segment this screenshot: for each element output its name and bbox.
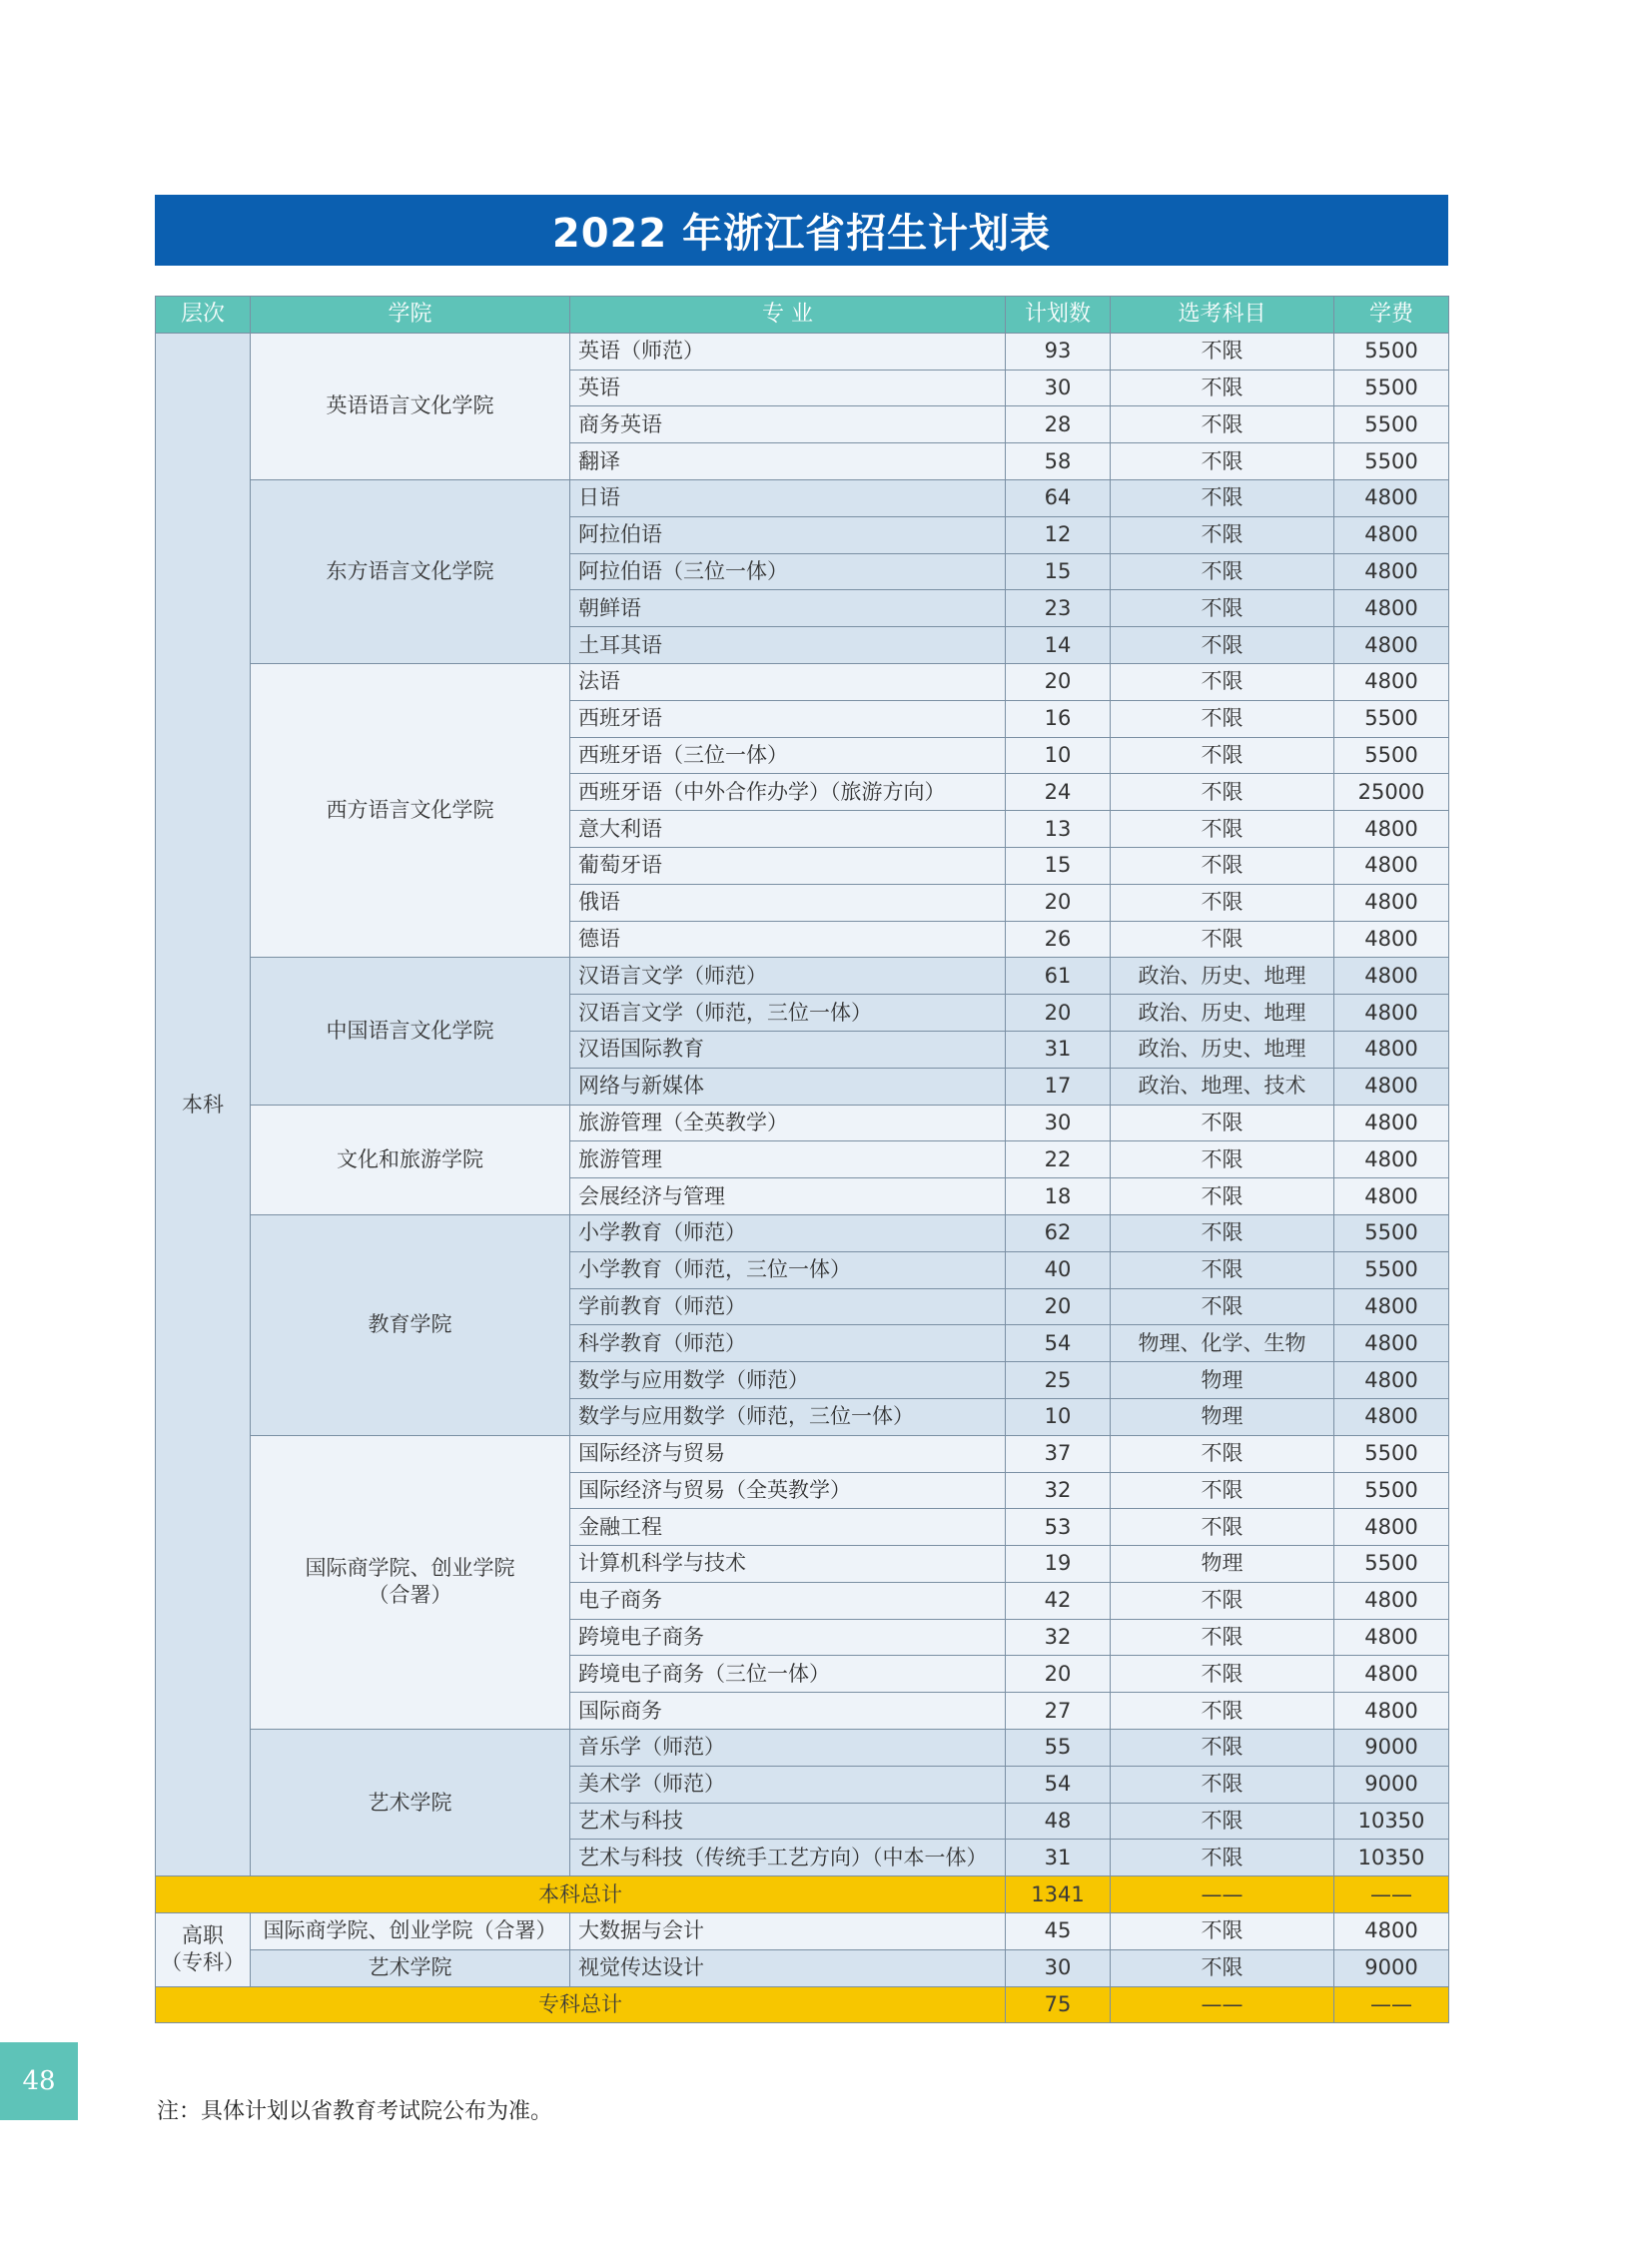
fee-cell: 5500 (1334, 370, 1449, 406)
table-row (156, 663, 1449, 700)
subjects-cell: 不限 (1111, 333, 1334, 370)
major-cell: 俄语 (570, 884, 1006, 921)
major-cell: 大数据与会计 (570, 1913, 1006, 1950)
subjects-cell: 物理 (1111, 1546, 1334, 1583)
subjects-cell: 不限 (1111, 1840, 1334, 1876)
total-subjects: —— (1111, 1986, 1334, 2023)
subjects-cell: 政治、地理、技术 (1111, 1068, 1334, 1105)
major-cell: 会展经济与管理 (570, 1178, 1006, 1215)
major-cell: 跨境电子商务 (570, 1619, 1006, 1656)
college-cell: 艺术学院 (251, 1949, 570, 1986)
total-label: 专科总计 (156, 1986, 1006, 2023)
major-cell: 英语 (570, 370, 1006, 406)
table-header (156, 297, 1449, 334)
table-row (156, 1435, 1449, 1472)
header-plan: 计划数 (1006, 297, 1111, 334)
fee-cell: 5500 (1334, 1214, 1449, 1251)
fee-cell: 5500 (1334, 1472, 1449, 1509)
fee-cell: 4800 (1334, 1288, 1449, 1325)
table-row (156, 1949, 1449, 1986)
major-cell: 汉语国际教育 (570, 1031, 1006, 1068)
vocational-total-row (156, 1986, 1449, 2023)
fee-cell: 4800 (1334, 847, 1449, 884)
fee-cell: 5500 (1334, 333, 1449, 370)
subjects-cell: 不限 (1111, 1913, 1334, 1950)
subjects-cell: 政治、历史、地理 (1111, 1031, 1334, 1068)
plan-count-cell: 20 (1006, 1656, 1111, 1693)
plan-count-cell: 32 (1006, 1472, 1111, 1509)
plan-count-cell: 20 (1006, 995, 1111, 1032)
plan-count-cell: 14 (1006, 627, 1111, 664)
subjects-cell: 不限 (1111, 1803, 1334, 1840)
fee-cell: 4800 (1334, 627, 1449, 664)
table-row (156, 1913, 1449, 1950)
subjects-cell: 不限 (1111, 1730, 1334, 1767)
plan-count-cell: 24 (1006, 774, 1111, 811)
plan-count-cell: 54 (1006, 1766, 1111, 1803)
table-row (156, 958, 1449, 995)
major-cell: 朝鲜语 (570, 590, 1006, 627)
plan-count-cell: 55 (1006, 1730, 1111, 1767)
plan-count-cell: 20 (1006, 663, 1111, 700)
fee-cell: 4800 (1334, 1141, 1449, 1178)
major-cell: 小学教育（师范，三位一体） (570, 1251, 1006, 1288)
plan-count-cell: 27 (1006, 1693, 1111, 1730)
major-cell: 西班牙语（三位一体） (570, 737, 1006, 774)
major-cell: 法语 (570, 663, 1006, 700)
header-subjects: 选考科目 (1111, 297, 1334, 334)
plan-count-cell: 31 (1006, 1840, 1111, 1876)
college-cell: 西方语言文化学院 (251, 663, 570, 957)
major-cell: 西班牙语（中外合作办学）（旅游方向） (570, 774, 1006, 811)
header-fee: 学费 (1334, 297, 1449, 334)
fee-cell: 4800 (1334, 1619, 1449, 1656)
total-fee: —— (1334, 1986, 1449, 2023)
plan-count-cell: 15 (1006, 553, 1111, 590)
plan-count-cell: 26 (1006, 921, 1111, 958)
subjects-cell: 不限 (1111, 627, 1334, 664)
subjects-cell: 不限 (1111, 1949, 1334, 1986)
fee-cell: 4800 (1334, 884, 1449, 921)
enrollment-plan-table (155, 296, 1449, 2023)
college-cell: 文化和旅游学院 (251, 1105, 570, 1214)
subjects-cell: 不限 (1111, 1141, 1334, 1178)
fee-cell: 4800 (1334, 1913, 1449, 1950)
level-cell: 本科 (156, 333, 251, 1875)
subjects-cell: 不限 (1111, 406, 1334, 443)
subjects-cell: 不限 (1111, 479, 1334, 516)
college-cell: 国际商学院、创业学院（合署） (251, 1913, 570, 1950)
fee-cell: 4800 (1334, 1656, 1449, 1693)
fee-cell: 5500 (1334, 737, 1449, 774)
subjects-cell: 不限 (1111, 1251, 1334, 1288)
major-cell: 阿拉伯语（三位一体） (570, 553, 1006, 590)
fee-cell: 4800 (1334, 1105, 1449, 1141)
major-cell: 艺术与科技（传统手工艺方向）（中本一体） (570, 1840, 1006, 1876)
major-cell: 国际经济与贸易（全英教学） (570, 1472, 1006, 1509)
fee-cell: 9000 (1334, 1766, 1449, 1803)
college-cell: 东方语言文化学院 (251, 479, 570, 663)
fee-cell: 4800 (1334, 1362, 1449, 1399)
major-cell: 艺术与科技 (570, 1803, 1006, 1840)
major-cell: 国际商务 (570, 1693, 1006, 1730)
plan-count-cell: 37 (1006, 1435, 1111, 1472)
fee-cell: 5500 (1334, 1546, 1449, 1583)
fee-cell: 4800 (1334, 479, 1449, 516)
footnote: 注：具体计划以省教育考试院公布为准。 (157, 2099, 553, 2124)
plan-count-cell: 31 (1006, 1031, 1111, 1068)
table-row (156, 479, 1449, 516)
fee-cell: 5500 (1334, 443, 1449, 480)
major-cell: 美术学（师范） (570, 1766, 1006, 1803)
subjects-cell: 不限 (1111, 663, 1334, 700)
college-cell: 教育学院 (251, 1214, 570, 1435)
major-cell: 阿拉伯语 (570, 516, 1006, 553)
plan-count-cell: 10 (1006, 737, 1111, 774)
major-cell: 科学教育（师范） (570, 1325, 1006, 1362)
major-cell: 意大利语 (570, 811, 1006, 848)
fee-cell: 4800 (1334, 1178, 1449, 1215)
plan-count-cell: 16 (1006, 700, 1111, 737)
plan-count-cell: 17 (1006, 1068, 1111, 1105)
plan-count-cell: 30 (1006, 1949, 1111, 1986)
plan-count-cell: 54 (1006, 1325, 1111, 1362)
fee-cell: 5500 (1334, 406, 1449, 443)
header-college: 学院 (251, 297, 570, 334)
plan-count-cell: 12 (1006, 516, 1111, 553)
plan-count-cell: 45 (1006, 1913, 1111, 1950)
subjects-cell: 不限 (1111, 774, 1334, 811)
plan-count-cell: 30 (1006, 370, 1111, 406)
college-cell: 国际商学院、创业学院 （合署） (251, 1435, 570, 1729)
fee-cell: 4800 (1334, 995, 1449, 1032)
major-cell: 国际经济与贸易 (570, 1435, 1006, 1472)
subjects-cell: 不限 (1111, 1656, 1334, 1693)
college-cell: 艺术学院 (251, 1730, 570, 1876)
undergrad-total-row (156, 1876, 1449, 1913)
fee-cell: 4800 (1334, 921, 1449, 958)
total-subjects: —— (1111, 1876, 1334, 1913)
college-cell: 英语语言文化学院 (251, 333, 570, 479)
plan-count-cell: 64 (1006, 479, 1111, 516)
major-cell: 旅游管理（全英教学） (570, 1105, 1006, 1141)
plan-count-cell: 10 (1006, 1398, 1111, 1435)
major-cell: 数学与应用数学（师范，三位一体） (570, 1398, 1006, 1435)
major-cell: 电子商务 (570, 1582, 1006, 1619)
subjects-cell: 不限 (1111, 1619, 1334, 1656)
subjects-cell: 不限 (1111, 921, 1334, 958)
major-cell: 翻译 (570, 443, 1006, 480)
plan-count-cell: 42 (1006, 1582, 1111, 1619)
major-cell: 汉语言文学（师范，三位一体） (570, 995, 1006, 1032)
subjects-cell: 物理 (1111, 1362, 1334, 1399)
subjects-cell: 不限 (1111, 1509, 1334, 1546)
fee-cell: 4800 (1334, 516, 1449, 553)
plan-count-cell: 40 (1006, 1251, 1111, 1288)
subjects-cell: 政治、历史、地理 (1111, 958, 1334, 995)
fee-cell: 4800 (1334, 553, 1449, 590)
subjects-cell: 不限 (1111, 1435, 1334, 1472)
total-plan: 75 (1006, 1986, 1111, 2023)
total-plan: 1341 (1006, 1876, 1111, 1913)
major-cell: 西班牙语 (570, 700, 1006, 737)
table-body (156, 333, 1449, 2023)
plan-count-cell: 61 (1006, 958, 1111, 995)
fee-cell: 4800 (1334, 590, 1449, 627)
subjects-cell: 不限 (1111, 370, 1334, 406)
subjects-cell: 不限 (1111, 811, 1334, 848)
fee-cell: 4800 (1334, 1398, 1449, 1435)
fee-cell: 4800 (1334, 811, 1449, 848)
fee-cell: 4800 (1334, 663, 1449, 700)
fee-cell: 5500 (1334, 1251, 1449, 1288)
subjects-cell: 不限 (1111, 1214, 1334, 1251)
plan-count-cell: 19 (1006, 1546, 1111, 1583)
major-cell: 计算机科学与技术 (570, 1546, 1006, 1583)
subjects-cell: 不限 (1111, 516, 1334, 553)
major-cell: 英语（师范） (570, 333, 1006, 370)
plan-count-cell: 13 (1006, 811, 1111, 848)
fee-cell: 5500 (1334, 700, 1449, 737)
plan-count-cell: 25 (1006, 1362, 1111, 1399)
fee-cell: 10350 (1334, 1803, 1449, 1840)
subjects-cell: 不限 (1111, 553, 1334, 590)
fee-cell: 4800 (1334, 958, 1449, 995)
fee-cell: 10350 (1334, 1840, 1449, 1876)
subjects-cell: 不限 (1111, 884, 1334, 921)
subjects-cell: 不限 (1111, 1693, 1334, 1730)
plan-count-cell: 62 (1006, 1214, 1111, 1251)
subjects-cell: 不限 (1111, 1766, 1334, 1803)
fee-cell: 4800 (1334, 1693, 1449, 1730)
header-level: 层次 (156, 297, 251, 334)
college-cell: 中国语言文化学院 (251, 958, 570, 1105)
plan-count-cell: 20 (1006, 884, 1111, 921)
plan-count-cell: 23 (1006, 590, 1111, 627)
plan-count-cell: 48 (1006, 1803, 1111, 1840)
major-cell: 网络与新媒体 (570, 1068, 1006, 1105)
total-fee: —— (1334, 1876, 1449, 1913)
plan-count-cell: 28 (1006, 406, 1111, 443)
major-cell: 学前教育（师范） (570, 1288, 1006, 1325)
fee-cell: 4800 (1334, 1068, 1449, 1105)
page-title: 2022 年浙江省招生计划表 (155, 195, 1448, 266)
subjects-cell: 不限 (1111, 1472, 1334, 1509)
major-cell: 旅游管理 (570, 1141, 1006, 1178)
major-cell: 土耳其语 (570, 627, 1006, 664)
table-row (156, 1105, 1449, 1141)
plan-count-cell: 53 (1006, 1509, 1111, 1546)
major-cell: 小学教育（师范） (570, 1214, 1006, 1251)
subjects-cell: 不限 (1111, 1288, 1334, 1325)
subjects-cell: 不限 (1111, 737, 1334, 774)
subjects-cell: 不限 (1111, 590, 1334, 627)
major-cell: 跨境电子商务（三位一体） (570, 1656, 1006, 1693)
total-label: 本科总计 (156, 1876, 1006, 1913)
plan-count-cell: 93 (1006, 333, 1111, 370)
table-row (156, 1214, 1449, 1251)
level-cell: 高职 （专科） (156, 1913, 251, 1987)
fee-cell: 9000 (1334, 1730, 1449, 1767)
plan-count-cell: 20 (1006, 1288, 1111, 1325)
fee-cell: 9000 (1334, 1949, 1449, 1986)
fee-cell: 4800 (1334, 1509, 1449, 1546)
plan-count-cell: 22 (1006, 1141, 1111, 1178)
fee-cell: 5500 (1334, 1435, 1449, 1472)
subjects-cell: 不限 (1111, 847, 1334, 884)
fee-cell: 25000 (1334, 774, 1449, 811)
major-cell: 葡萄牙语 (570, 847, 1006, 884)
major-cell: 商务英语 (570, 406, 1006, 443)
subjects-cell: 不限 (1111, 1582, 1334, 1619)
plan-count-cell: 30 (1006, 1105, 1111, 1141)
major-cell: 金融工程 (570, 1509, 1006, 1546)
plan-count-cell: 32 (1006, 1619, 1111, 1656)
table-row (156, 333, 1449, 370)
major-cell: 汉语言文学（师范） (570, 958, 1006, 995)
major-cell: 音乐学（师范） (570, 1730, 1006, 1767)
subjects-cell: 不限 (1111, 700, 1334, 737)
major-cell: 日语 (570, 479, 1006, 516)
plan-count-cell: 58 (1006, 443, 1111, 480)
subjects-cell: 物理 (1111, 1398, 1334, 1435)
plan-count-cell: 18 (1006, 1178, 1111, 1215)
page-number: 48 (0, 2042, 78, 2120)
subjects-cell: 物理、化学、生物 (1111, 1325, 1334, 1362)
subjects-cell: 不限 (1111, 1178, 1334, 1215)
subjects-cell: 不限 (1111, 443, 1334, 480)
fee-cell: 4800 (1334, 1582, 1449, 1619)
plan-count-cell: 15 (1006, 847, 1111, 884)
fee-cell: 4800 (1334, 1031, 1449, 1068)
major-cell: 视觉传达设计 (570, 1949, 1006, 1986)
subjects-cell: 不限 (1111, 1105, 1334, 1141)
header-major: 专 业 (570, 297, 1006, 334)
table-row (156, 1730, 1449, 1767)
major-cell: 德语 (570, 921, 1006, 958)
fee-cell: 4800 (1334, 1325, 1449, 1362)
subjects-cell: 政治、历史、地理 (1111, 995, 1334, 1032)
major-cell: 数学与应用数学（师范） (570, 1362, 1006, 1399)
